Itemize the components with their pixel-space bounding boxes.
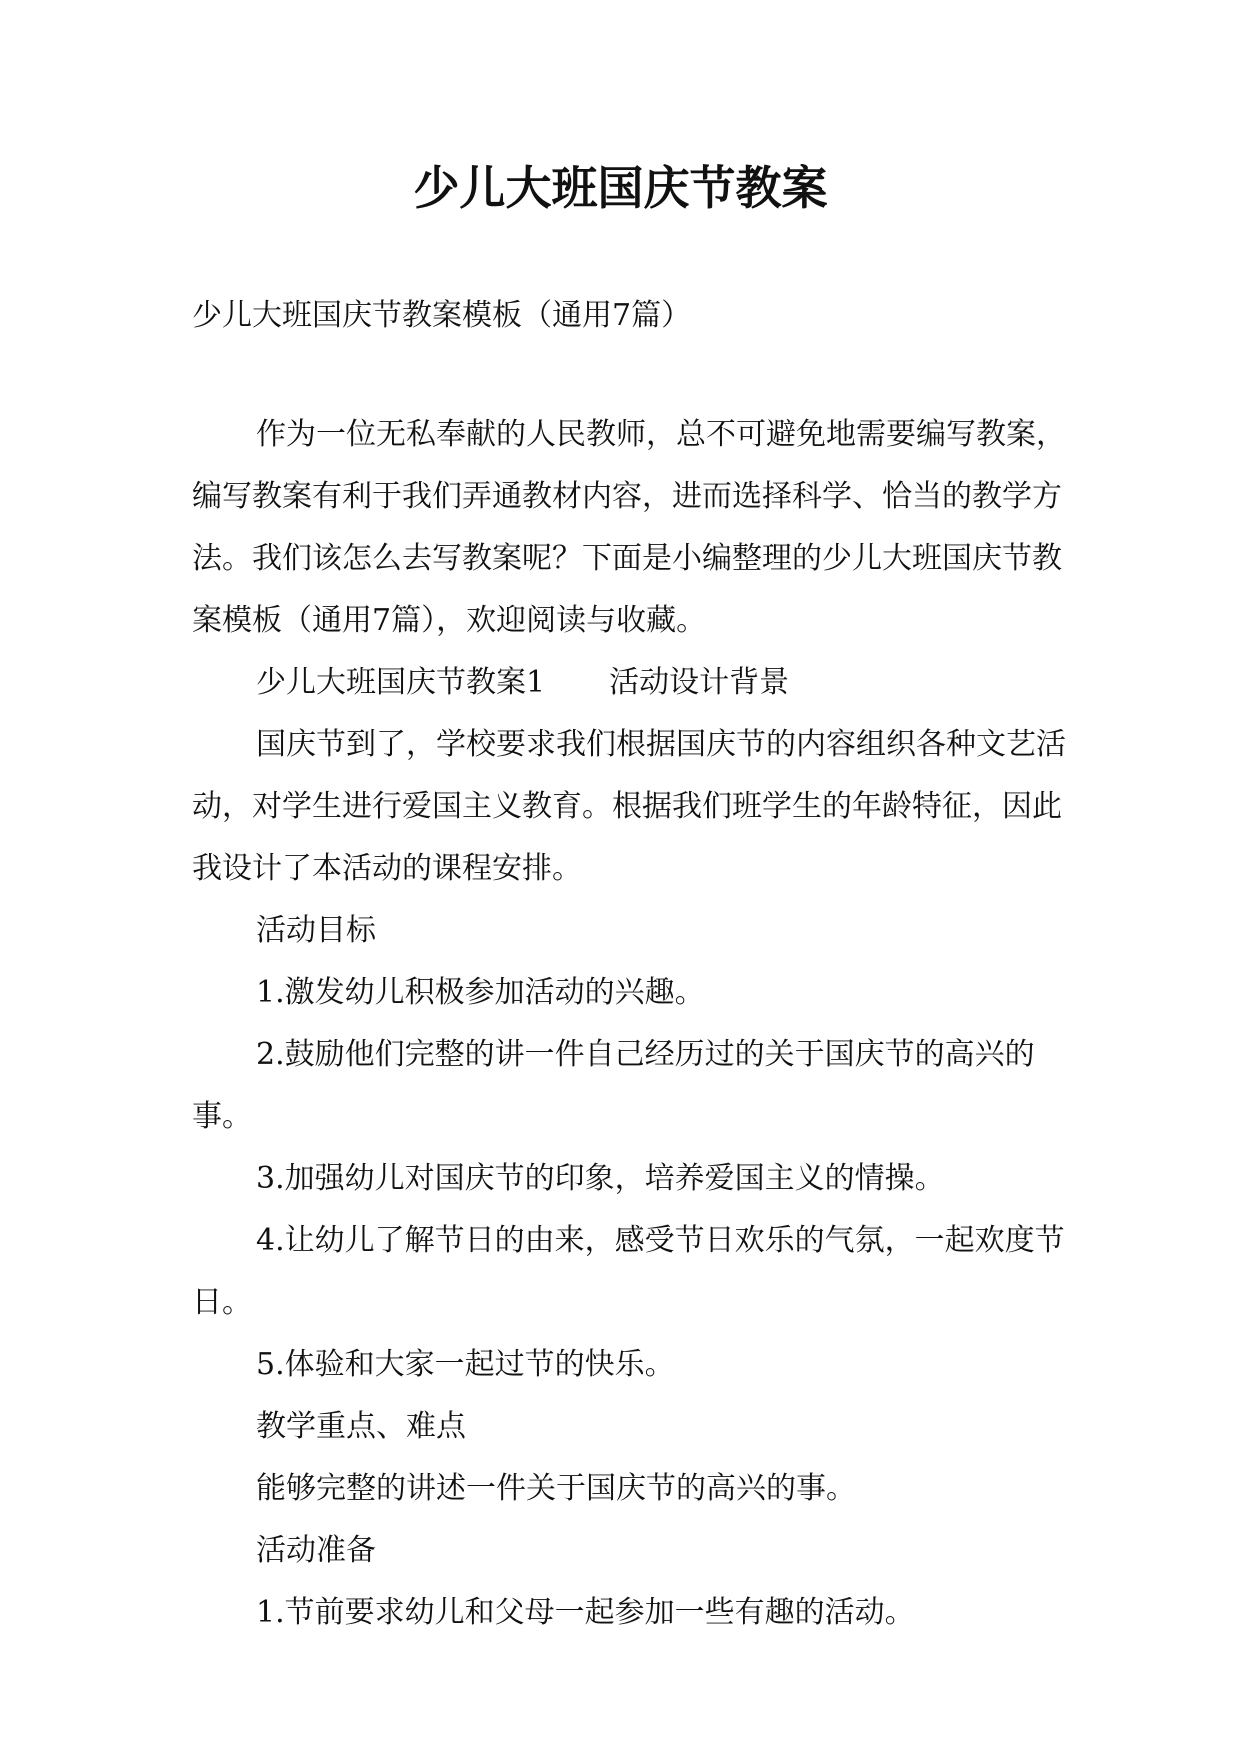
goal-item: 4.让幼儿了解节日的由来，感受节日欢乐的气氛，一起欢度节日。	[192, 1223, 1065, 1320]
document-subtitle: 少儿大班国庆节教案模板（通用7篇）	[192, 298, 692, 333]
key-points-text: 能够完整的讲述一件关于国庆节的高兴的事。	[256, 1471, 856, 1506]
goal-item: 1.激发幼儿积极参加活动的兴趣。	[256, 975, 705, 1010]
background-paragraph: 国庆节到了，学校要求我们根据国庆节的内容组织各种文艺活动，对学生进行爱国主义教育。根据我们班学生的年龄特征，因此我设计了本活动的课程安排。	[192, 727, 1066, 886]
goals-heading: 活动目标	[256, 913, 376, 948]
section-heading	[192, 652, 1082, 714]
goal-item: 5.体验和大家一起过节的快乐。	[256, 1347, 675, 1382]
section-heading-title: 少儿大班国庆节教案1	[256, 665, 546, 700]
document-title: 少儿大班国庆节教案	[413, 161, 828, 215]
key-points-heading: 教学重点、难点	[256, 1409, 466, 1444]
prep-heading: 活动准备	[256, 1533, 376, 1568]
goal-item: 2.鼓励他们完整的讲一件自己经历过的关于国庆节的高兴的事。	[192, 1037, 1035, 1134]
goal-item: 3.加强幼儿对国庆节的印象，培养爱国主义的情操。	[256, 1161, 945, 1196]
prep-item: 1.节前要求幼儿和父母一起参加一些有趣的活动。	[256, 1595, 915, 1630]
section-heading-subtitle: 活动设计背景	[609, 665, 790, 700]
intro-paragraph: 作为一位无私奉献的人民教师，总不可避免地需要编写教案，编写教案有利于我们弄通教材内容，进而选择科学、恰当的教学方法。我们该怎么去写教案呢？下面是小编整理的少儿大班国庆节教案模板（通用7篇），欢迎阅读与收藏。	[192, 417, 1066, 638]
document-body	[192, 404, 1082, 1644]
